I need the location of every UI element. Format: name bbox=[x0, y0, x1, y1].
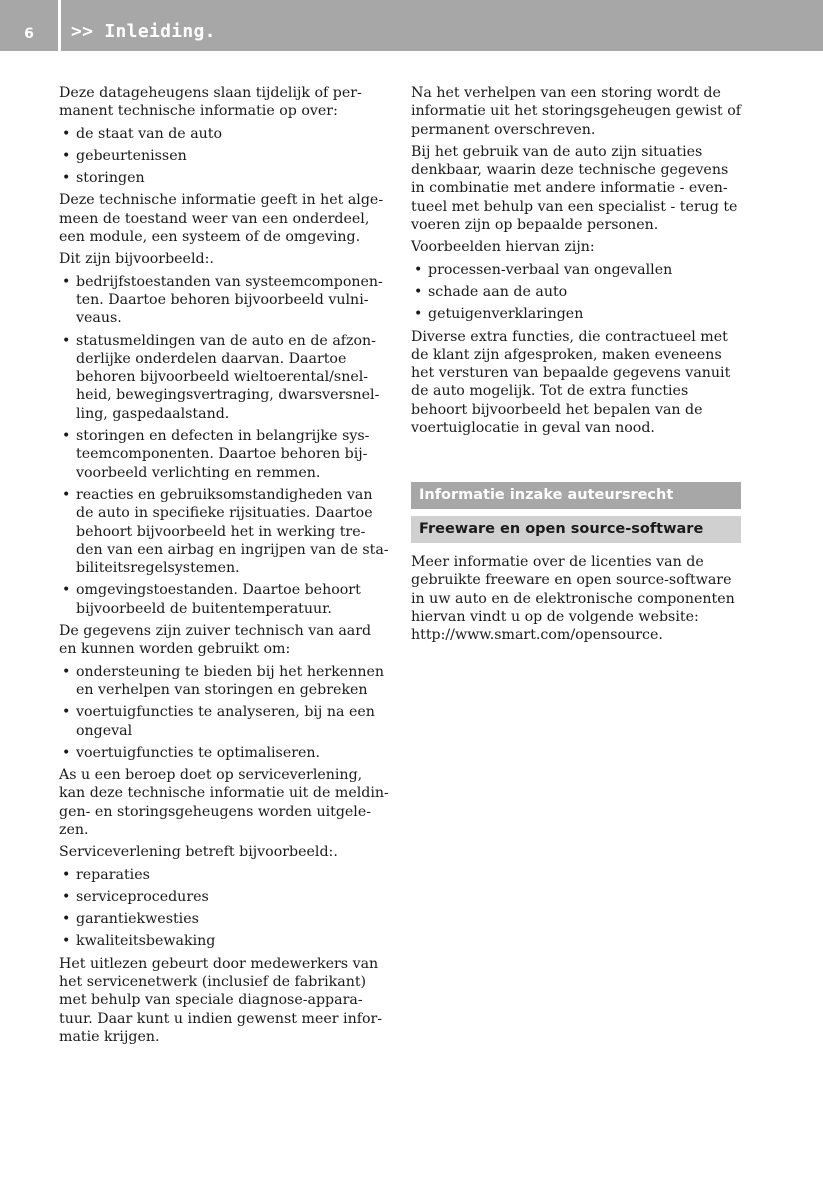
paragraph: Meer informatie over de licenties van de gebruikte freeware en open source-software in uw auto en de elektronische componenten hiervan vindt u op de volgende website: bbox=[411, 554, 735, 625]
list-item: • bedrijfstoestanden van systeemcomponen-ten. Daartoe behoren bijvoorbeeld vulni-veaus. bbox=[59, 273, 391, 328]
list-item: • de staat van de auto bbox=[59, 125, 391, 143]
paragraph: Bij het gebruik van de auto zijn situaties denkbaar, waarin deze technische gegevens in combinatie met andere informatie - even-tueel met behulp van een specialist - terug te voeren zijn op bepaalde personen. bbox=[411, 143, 738, 234]
list-item: • storingen bbox=[59, 169, 391, 187]
service-list bbox=[59, 866, 391, 951]
list-item: • kwaliteitsbewaking bbox=[59, 932, 391, 950]
left-column bbox=[59, 84, 391, 1050]
paragraph: As u een beroep doet op serviceverlening, kan deze technische informatie uit de meldin-gen- en storingsgeheugens worden uitgele-zen. bbox=[59, 767, 389, 838]
list-item: • storingen en defecten in belangrijke sys-teemcomponenten. Daartoe behoren bij-voorbeeld verlichting en remmen. bbox=[59, 427, 391, 482]
list-item: • getuigenverklaringen bbox=[411, 305, 743, 323]
chapter-title: >> Inleiding. bbox=[71, 21, 216, 42]
list-item: • processen-verbaal van ongevallen bbox=[411, 261, 743, 279]
header-divider bbox=[58, 0, 61, 51]
data-topics-list bbox=[59, 125, 391, 188]
paragraph: De gegevens zijn zuiver technisch van aard en kunnen worden gebruikt om: bbox=[59, 623, 372, 658]
license-info bbox=[411, 553, 743, 644]
paragraph: Na het verhelpen van een storing wordt de informatie uit het storingsgeheugen gewist of permanent overschreven. bbox=[411, 85, 741, 138]
examples-list bbox=[59, 273, 391, 618]
website-url: http://www.smart.com/opensource. bbox=[411, 627, 663, 644]
list-item: • reacties en gebruiksomstandigheden van de auto in specifieke rijsituaties. Daartoe behoort bijvoorbeeld het in werking tre-den van een airbag en ingrijpen van de sta-biliteitsregelsystemen. bbox=[59, 486, 391, 577]
subsection-heading: Freeware en open source-software bbox=[411, 516, 741, 543]
paragraph: Serviceverlening betreft bijvoorbeeld:. bbox=[59, 844, 338, 861]
paragraph: Dit zijn bijvoorbeeld:. bbox=[59, 251, 214, 268]
right-column bbox=[411, 84, 743, 441]
paragraph: Diverse extra functies, die contractueel met de klant zijn afgesproken, maken eveneens het versturen van bepaalde gegevens vanuit de auto mogelijk. Tot de extra functies behoort bijvoorbeeld het bepalen van de voertuiglocatie in geval van nood. bbox=[411, 328, 731, 437]
section-heading: Informatie inzake auteursrecht bbox=[411, 482, 741, 509]
page-number: 6 bbox=[24, 26, 34, 42]
list-item: • gebeurtenissen bbox=[59, 147, 391, 165]
list-item: • garantiekwesties bbox=[59, 910, 391, 928]
paragraph: Het uitlezen gebeurt door medewerkers van het servicenetwerk (inclusief de fabrikant) met behulp van speciale diagnose-appara-tuur. Daar kunt u indien gewenst meer infor-matie krijgen. bbox=[59, 955, 383, 1045]
examples-list bbox=[411, 261, 743, 324]
list-item: • serviceprocedures bbox=[59, 888, 391, 906]
paragraph: Voorbeelden hiervan zijn: bbox=[411, 239, 595, 256]
list-item: • statusmeldingen van de auto en de afzon-derlijke onderdelen daarvan. Daartoe behoren bijvoorbeeld wieltoerental/snel-heid, bewegingsvertraging, dwarsversnel-ling, gaspedaalstand. bbox=[59, 332, 391, 423]
list-item: • voertuigfuncties te optimaliseren. bbox=[59, 744, 391, 762]
list-item: • voertuigfuncties te analyseren, bij na een ongeval bbox=[59, 703, 391, 740]
intro-paragraph: Deze datageheugens slaan tijdelijk of per-manent technische informatie op over: bbox=[59, 85, 362, 120]
list-item: • ondersteuning te bieden bij het herkennen en verhelpen van storingen en gebreken bbox=[59, 663, 391, 700]
page-header bbox=[0, 0, 823, 51]
list-item: • omgevingstoestanden. Daartoe behoort bijvoorbeeld de buitentemperatuur. bbox=[59, 581, 391, 618]
usage-list bbox=[59, 663, 391, 762]
list-item: • reparaties bbox=[59, 866, 391, 884]
paragraph: Deze technische informatie geeft in het alge-meen de toestand weer van een onderdeel, een module, een systeem of de omgeving. bbox=[59, 192, 384, 246]
list-item: • schade aan de auto bbox=[411, 283, 743, 301]
